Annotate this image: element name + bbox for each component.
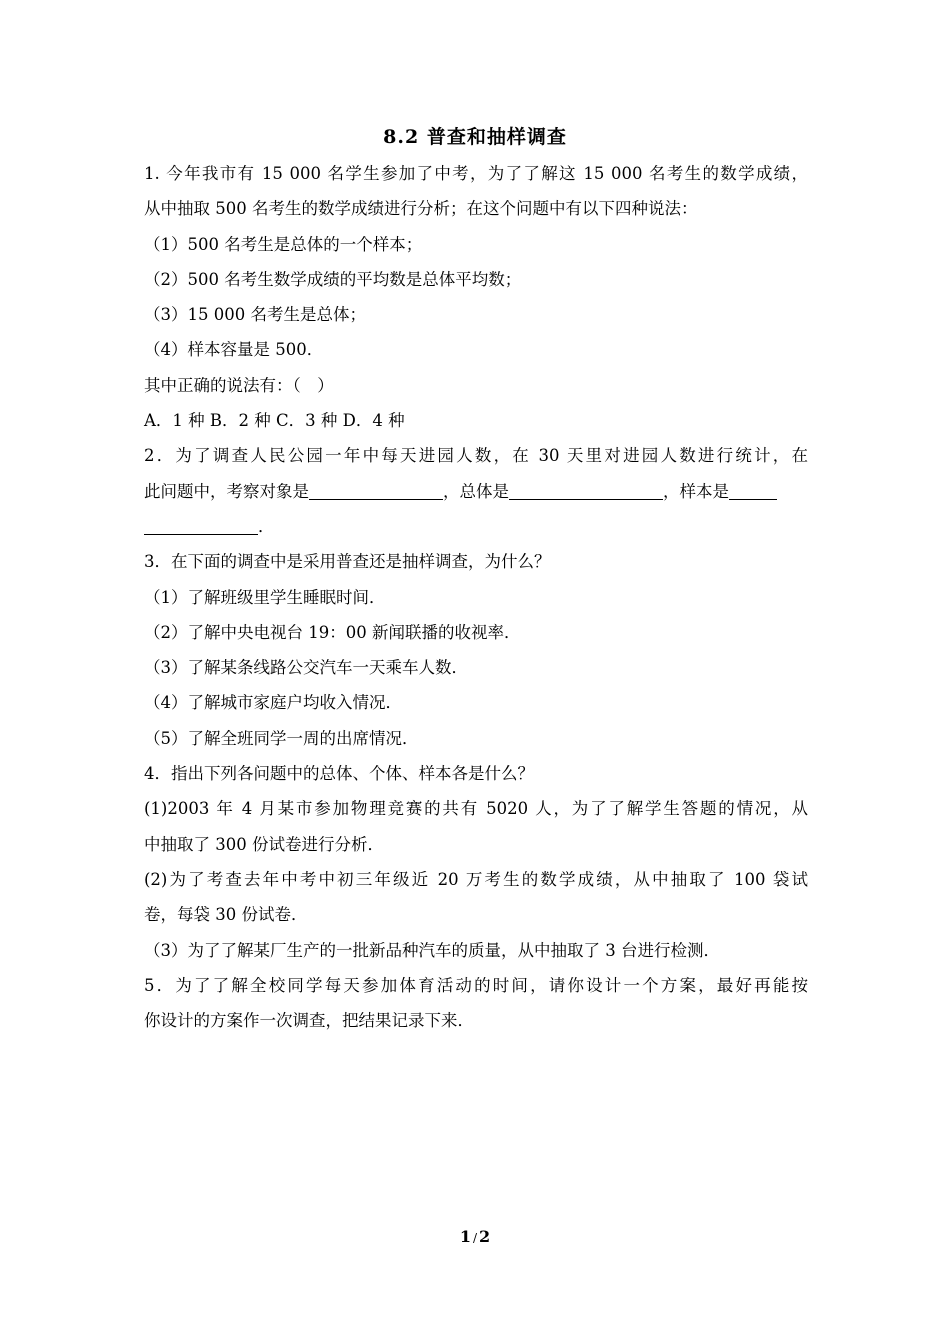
q4-intro: 4．指出下列各问题中的总体、个体、样本各是什么？ <box>144 764 534 784</box>
q1-statement-1: （1）500 名考生是总体的一个样本； <box>144 234 423 254</box>
q4-part3: （3）为了了解某厂生产的一批新品种汽车的质量，从中抽取了 3 台进行检测． <box>144 940 720 960</box>
q2-text-a: 此问题中，考察对象是 <box>144 481 309 501</box>
answer-blank-object[interactable] <box>309 479 443 500</box>
current-page-number: 1 <box>459 1227 471 1246</box>
q3-item: （1）了解班级里学生睡眠时间． <box>144 587 386 607</box>
q5-line-2: 你设计的方案作一次调查，把结果记录下来． <box>144 1011 474 1031</box>
answer-blank-sample-part2[interactable] <box>144 514 258 535</box>
q1-statement-2: （2）500 名考生数学成绩的平均数是总体平均数； <box>144 269 522 289</box>
q2-line-1: 2．为了调查人民公园一年中每天进园人数，在 30 天里对进园人数进行统计，在 <box>144 446 808 466</box>
q2-line-3 <box>144 509 808 544</box>
q1-line-1: 1. 今年我市有 15 000 名学生参加了中考，为了了解这 15 000 名考生的数学成绩， <box>144 164 808 183</box>
q4-part2-line-2: 卷，每袋 30 份试卷． <box>144 905 308 925</box>
q3-item: （3）了解某条线路公交汽车一天乘车人数． <box>144 658 468 678</box>
q2-line3-end: ． <box>258 516 275 536</box>
q4-part1-line-1: (1)2003 年 4 月某市参加物理竞赛的共有 5020 人，为了了解学生答题的情况，从 <box>144 799 808 819</box>
total-page-count: 2 <box>479 1227 491 1246</box>
q4-part1-line-2: 中抽取了 300 份试卷进行分析． <box>144 834 384 854</box>
q1-statement-3: （3）15 000 名考生是总体； <box>144 305 366 325</box>
page-title: 8.2 普查和抽样调查 <box>383 126 567 148</box>
q1-statement-4: （4）样本容量是 500． <box>144 340 324 360</box>
document-body <box>144 156 808 1038</box>
q3-item: （5）了解全班同学一周的出席情况． <box>144 728 419 748</box>
answer-blank-sample-part1[interactable] <box>729 479 777 500</box>
q4-part2-line-1: (2)为了考查去年中考中初三年级近 20 万考生的数学成绩，从中抽取了 100 袋试 <box>144 869 808 889</box>
q2-line-2 <box>144 474 808 509</box>
q3-intro: 3．在下面的调查中是采用普查还是抽样调查，为什么？ <box>144 552 551 572</box>
answer-blank-population[interactable] <box>509 479 663 500</box>
q3-item: （2）了解中央电视台 19：00 新闻联播的收视率． <box>144 622 521 642</box>
page-separator: / <box>472 1231 478 1245</box>
q5-line-1: 5．为了了解全校同学每天参加体育活动的时间，请你设计一个方案，最好再能按 <box>144 975 808 995</box>
q1-options: A．1 种 B．2 种 C．3 种 D．4 种 <box>144 411 405 431</box>
page-number <box>0 1227 950 1246</box>
q1-line-2: 从中抽取 500 名考生的数学成绩进行分析；在这个问题中有以下四种说法： <box>144 199 698 219</box>
q2-text-b: ，总体是 <box>443 481 509 501</box>
q3-item: （4）了解城市家庭户均收入情况． <box>144 693 402 713</box>
q2-text-c: ，样本是 <box>663 481 729 501</box>
q1-question: 其中正确的说法有：（ ） <box>144 375 334 395</box>
